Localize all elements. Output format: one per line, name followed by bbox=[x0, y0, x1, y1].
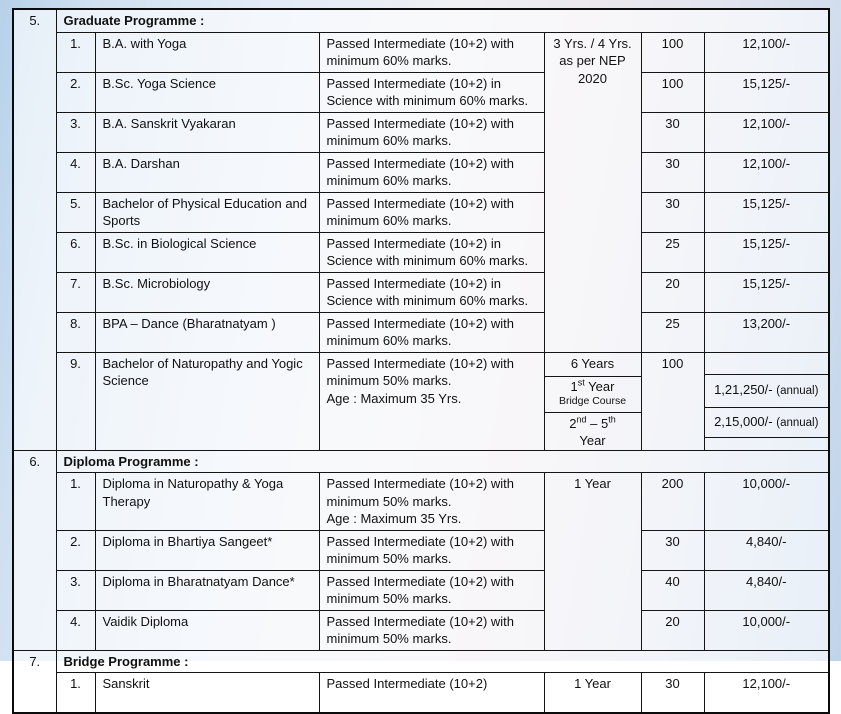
section-header-row bbox=[13, 450, 829, 473]
programme-name: Diploma in Bharatnatyam Dance* bbox=[95, 570, 319, 610]
ordinal-suffix: th bbox=[608, 414, 616, 425]
eligibility: Passed Intermediate (10+2) in Science with minimum 60% marks. bbox=[319, 272, 544, 312]
bridge-course-label: Bridge Course bbox=[558, 395, 627, 407]
fee-first-year bbox=[705, 375, 829, 408]
seats: 20 bbox=[641, 610, 704, 650]
table-row bbox=[13, 673, 829, 713]
seats: 30 bbox=[641, 112, 704, 152]
fee: 10,000/- bbox=[704, 473, 829, 531]
duration: 3 Yrs. / 4 Yrs. as per NEP 2020 bbox=[544, 32, 641, 352]
row-number: 1. bbox=[56, 473, 95, 531]
seats: 30 bbox=[641, 192, 704, 232]
table-row bbox=[13, 570, 829, 610]
row-number: 1. bbox=[56, 32, 95, 72]
fee-amount: 1,21,250/- bbox=[714, 381, 773, 397]
eligibility: Passed Intermediate (10+2) with minimum 50% marks. bbox=[319, 610, 544, 650]
eligibility bbox=[319, 473, 544, 531]
duration-text: – 5 bbox=[586, 415, 609, 431]
duration-text: 2 bbox=[569, 415, 577, 431]
duration-first-year bbox=[545, 377, 641, 413]
fee-amount: 2,15,000/- bbox=[714, 413, 773, 429]
fee: 15,125/- bbox=[704, 272, 829, 312]
eligibility: Passed Intermediate (10+2) with minimum 60% marks. bbox=[319, 152, 544, 192]
fee-note: (annual) bbox=[776, 384, 819, 397]
programme-name: B.A. Darshan bbox=[95, 152, 319, 192]
row-number: 3. bbox=[56, 570, 95, 610]
ordinal-suffix: st bbox=[577, 377, 585, 388]
table-row bbox=[13, 112, 829, 152]
eligibility: Passed Intermediate (10+2) with minimum 50% marks. bbox=[319, 530, 544, 570]
duration-later-years bbox=[545, 413, 641, 450]
row-number: 6. bbox=[56, 232, 95, 272]
eligibility: Passed Intermediate (10+2) with minimum 50% marks. bbox=[319, 570, 544, 610]
row-number: 4. bbox=[56, 152, 95, 192]
seats: 100 bbox=[641, 352, 704, 450]
eligibility: Passed Intermediate (10+2) with minimum 60% marks. bbox=[319, 192, 544, 232]
duration-text: 1 bbox=[570, 378, 578, 394]
fee: 10,000/- bbox=[704, 610, 829, 650]
eligibility: Passed Intermediate (10+2) with minimum 60% marks. bbox=[319, 112, 544, 152]
programme-name: Diploma in Bhartiya Sangeet* bbox=[95, 530, 319, 570]
fee: 4,840/- bbox=[704, 570, 829, 610]
duration-total: 6 Years bbox=[545, 353, 641, 377]
fee: 13,200/- bbox=[704, 312, 829, 352]
eligibility-line1: Passed Intermediate (10+2) with minimum 50% marks. bbox=[326, 476, 515, 509]
section-header-row bbox=[13, 9, 829, 32]
row-number: 2. bbox=[56, 530, 95, 570]
row-number: 1. bbox=[56, 673, 95, 713]
fee: 12,100/- bbox=[704, 673, 829, 713]
table-row bbox=[13, 152, 829, 192]
eligibility-line2: Age : Maximum 35 Yrs. bbox=[326, 511, 462, 526]
table-row bbox=[13, 232, 829, 272]
programme-name: Sanskrit bbox=[95, 673, 319, 713]
table-row bbox=[13, 192, 829, 232]
row-number: 8. bbox=[56, 312, 95, 352]
seats: 25 bbox=[641, 232, 704, 272]
programme-name: B.A. with Yoga bbox=[95, 32, 319, 72]
seats: 40 bbox=[641, 570, 704, 610]
table-row bbox=[13, 352, 829, 450]
fee: 12,100/- bbox=[704, 152, 829, 192]
eligibility-line1: Passed Intermediate (10+2) with minimum 50% marks. bbox=[326, 355, 515, 388]
row-number: 9. bbox=[56, 352, 95, 450]
duration: 1 Year bbox=[544, 673, 641, 713]
seats: 100 bbox=[641, 32, 704, 72]
admission-programmes-table bbox=[12, 8, 830, 714]
section-header-row bbox=[13, 650, 829, 673]
section-number: 6. bbox=[13, 450, 56, 650]
eligibility bbox=[319, 352, 544, 450]
programme-name: Bachelor of Physical Education and Sports bbox=[95, 192, 319, 232]
eligibility-line2: Age : Maximum 35 Yrs. bbox=[326, 390, 462, 406]
section-title: Bridge Programme : bbox=[56, 650, 829, 673]
table-row bbox=[13, 473, 829, 531]
fee: 12,100/- bbox=[704, 112, 829, 152]
seats: 200 bbox=[641, 473, 704, 531]
table-row bbox=[13, 530, 829, 570]
duration-text: Year bbox=[579, 433, 606, 448]
table-row bbox=[13, 72, 829, 112]
fee: 15,125/- bbox=[704, 72, 829, 112]
row-number: 4. bbox=[56, 610, 95, 650]
section-title: Diploma Programme : bbox=[56, 450, 829, 473]
programme-name: Diploma in Naturopathy & Yoga Therapy bbox=[95, 473, 319, 531]
duration-split bbox=[544, 352, 641, 450]
table-row bbox=[13, 312, 829, 352]
seats: 30 bbox=[641, 673, 704, 713]
eligibility: Passed Intermediate (10+2) in Science with minimum 60% marks. bbox=[319, 72, 544, 112]
fee-note: (annual) bbox=[776, 416, 819, 429]
ordinal-suffix: nd bbox=[576, 414, 587, 425]
fee: 4,840/- bbox=[704, 530, 829, 570]
seats: 30 bbox=[641, 530, 704, 570]
section-number: 5. bbox=[13, 9, 56, 450]
fee: 12,100/- bbox=[704, 32, 829, 72]
eligibility: Passed Intermediate (10+2) in Science with minimum 60% marks. bbox=[319, 232, 544, 272]
seats: 100 bbox=[641, 72, 704, 112]
seats: 25 bbox=[641, 312, 704, 352]
programme-name: Bachelor of Naturopathy and Yogic Science bbox=[95, 352, 319, 450]
fee-empty bbox=[705, 353, 829, 375]
programme-name: B.A. Sanskrit Vyakaran bbox=[95, 112, 319, 152]
fee-later-years bbox=[705, 408, 829, 438]
table-row bbox=[13, 610, 829, 650]
programme-name: Vaidik Diploma bbox=[95, 610, 319, 650]
eligibility: Passed Intermediate (10+2) with minimum 60% marks. bbox=[319, 312, 544, 352]
programme-name: B.Sc. Microbiology bbox=[95, 272, 319, 312]
duration: 1 Year bbox=[544, 473, 641, 651]
row-number: 3. bbox=[56, 112, 95, 152]
row-number: 7. bbox=[56, 272, 95, 312]
duration-text: Year bbox=[584, 378, 615, 394]
eligibility: Passed Intermediate (10+2) bbox=[319, 673, 544, 713]
section-title: Graduate Programme : bbox=[56, 9, 829, 32]
seats: 20 bbox=[641, 272, 704, 312]
row-number: 2. bbox=[56, 72, 95, 112]
seats: 30 bbox=[641, 152, 704, 192]
section-number: 7. bbox=[13, 650, 56, 713]
eligibility: Passed Intermediate (10+2) with minimum 60% marks. bbox=[319, 32, 544, 72]
programme-name: B.Sc. in Biological Science bbox=[95, 232, 319, 272]
fee-split bbox=[704, 352, 829, 450]
fee: 15,125/- bbox=[704, 192, 829, 232]
programme-name: B.Sc. Yoga Science bbox=[95, 72, 319, 112]
programme-name: BPA – Dance (Bharatnatyam ) bbox=[95, 312, 319, 352]
row-number: 5. bbox=[56, 192, 95, 232]
table-row bbox=[13, 32, 829, 72]
fee: 15,125/- bbox=[704, 232, 829, 272]
table-row bbox=[13, 272, 829, 312]
